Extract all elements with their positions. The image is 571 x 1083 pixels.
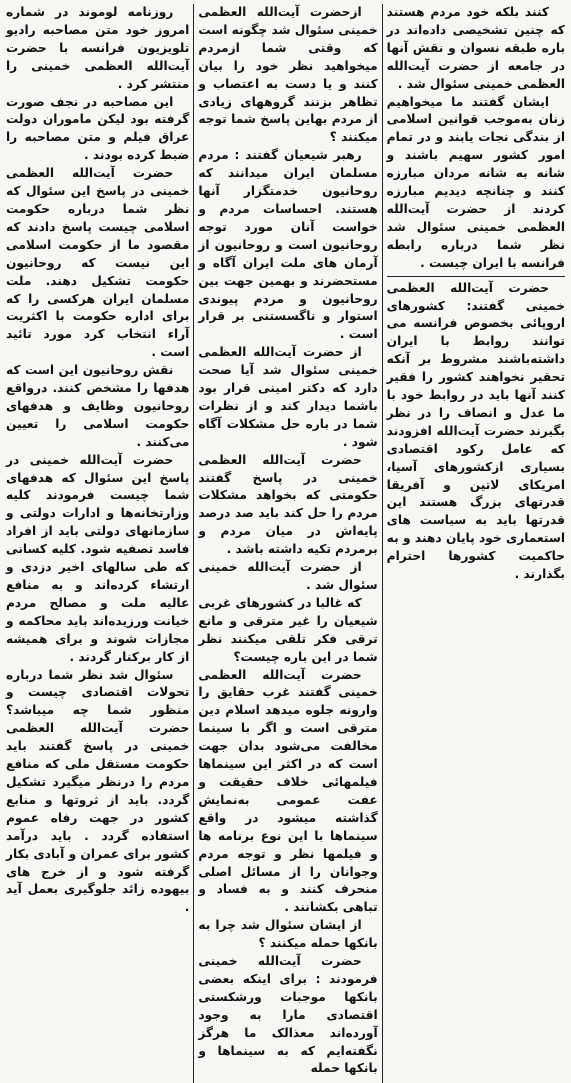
paragraph: رهبر شیعیان گفتند : مردم مسلمان ایران میدانند که روحانیون خدمتگزار آنها هستند. احساسات مردم و خواست آنان مورد توجه روحانیون است و روحانیون از آرمان های ملت ایران آگاه و مستحضرند و بهمین جهت بین روحانیون و مردم پیوندی استوار و ناگسستنی بر قرار است . (198, 148, 378, 342)
column-right (4, 4, 193, 1083)
paragraph: ازحضرت آیت‌الله العظمی خمینی سئوال شد چگونه است که وقتی شما ازمردم میخواهید نظر خود را بیان کنند و یا دست به اعتصاب و تظاهر بزنند گروههای زیادی از مردم بهاین پاسخ شما توجه میکنند ؟ (198, 5, 378, 145)
paragraph: روزنامه لوموند در شماره امروز خود متن مصاحبه رادیو تلویزیون فرانسه با حضرت آیت‌الله العظمی خمینی را منتشر کرد . (6, 5, 190, 91)
paragraph: سئوال شد نظر شما درباره تحولات اقتصادی چیست و منظور شما چه میباشد؟ حضرت آیت‌الله العظمی خمینی در پاسخ گفتند باید حکومت مستقل ملی که منافع مردم را درنظر میگیرد تشکیل گردد. باید از ثروتها و منابع کشور در جهت رفاه عموم استفاده گردد . باید درآمد کشور برای عمران و آبادی بکار گرفته شود و از خرج های بیهوده زائد جلوگیری بعمل آید . (6, 667, 190, 915)
paragraph: از حضرت آیت‌الله العظمی خمینی سئوال شد آیا صحت دارد که دکتر امینی قرار بود باشما دیدار کند و از نظرات شما در باره حل مشکلات آگاه شود . (198, 345, 378, 449)
paragraph: از ایشان سئوال شد چرا به بانکها حمله میکنند ؟ (198, 918, 378, 951)
paragraph: حضرت آیت‌الله العظمی خمینی در پاسخ گفتند حکومتی که بخواهد مشکلات مردم را حل کند باید صد درصد پایه‌اش در میان مردم و برمردم تکیه داشته باشد . (198, 452, 378, 557)
paragraph: کنند بلکه خود مردم هستند که چنین تشخیصی داده‌اند در باره طبقه نسوان و نقش آنها در جامعه از حضرت آیت‌الله العظمی خمینی سئوال شد . (386, 5, 566, 91)
horizontal-rule (387, 276, 565, 277)
paragraph: حضرت آیت‌الله خمینی فرمودند : برای اینکه بعضی بانکها موجبات ورشکستی اقتصادی مارا به وجود آورده‌اند معذالک ما هرگز نگفته‌ایم که به سینماها و بانکها حمله (198, 954, 378, 1076)
paragraph: حضرت آیت‌الله العظمی خمینی گفتند: کشورهای اروپائی بخصوص فرانسه می توانند روابط با ایران داشته‌باشند مشروط بر آنکه تحقیر نخواهند کشور را فقیر کنند آنها باید در روابط خود با ما عدل و انصاف را در نظر بگیرند حضرت آیت‌الله افزودند که عامل رکود اقتصادی بسیاری ازکشورهای آسیا، امریکای لاتین و آفریقا قدرتهای بزرگ هستند این قدرتها باید به سیاست های استعماری خود پایان دهند و به حاکمیت کشورها احترام بگذارند . (386, 280, 566, 582)
paragraph: این مصاحبه در نجف صورت گرفته بود لیکن ماموران دولت عراق فیلم و متن مصاحبه را ضبط کرده بودند . (6, 94, 190, 163)
paragraph: نقش روحانیون این است که هدفها را مشخص کنند. درواقع روحانیون وظایف و هدفهای حکومت اسلامی را تعیین می‌کنند . (6, 363, 190, 449)
paragraph: حضرت آیت‌الله العظمی خمینی در پاسخ این سئوال که نظر شما درباره حکومت اسلامی چیست پاسخ دادند که مقصود ما از حکومت اسلامی این نیست که روحانیون حکومت تشکیل دهند. ملت مسلمان ایران هرکسی را که برای اداره حکومت با اکثریت آراء انتخاب کرد مورد تائید است . (6, 166, 190, 360)
column-left (383, 4, 567, 1083)
column-divider (193, 4, 194, 1083)
paragraph: که غالبا در کشورهای غربی شیعیان را غیر مترقی و مانع ترقی فکر تلقی میکنند نظر شما در این باره چیست؟ (198, 595, 378, 664)
paragraph: حضرت آیت‌الله العظمی خمینی گفتند غرب حقایق را وارونه جلوه میدهد اسلام دین مترقی است و اگر با سینما مخالفت می‌شود بدان جهت است که در اکثر این سینماها فیلمهائی خلاف حقیقت و عفت عمومی به‌نمایش گذاشته میشود در واقع سینماها با این نوع برنامه ها و فیلمها نظر و توجه مردم وجوانان را از مسائل اصلی منحرف کنند و به فساد و تباهی بکشانند . (198, 667, 378, 915)
paragraph: از حضرت آیت‌الله خمینی سئوال شد . (198, 560, 378, 592)
column-divider (382, 4, 383, 1083)
paragraph: ایشان گفتند ما میخواهیم زنان به‌موجب قوانین اسلامی از بندگی نجات یابند و در تمام امور کشور سهیم باشند و شانه به شانه مردان مبارزه کنند و چنانچه دیدیم مبارزه کردند از حضرت آیت‌الله العظمی خمینی سئوال شد نظر شما درباره رابطه فرانسه با ایران چیست . (386, 94, 566, 270)
column-middle (194, 4, 381, 1083)
paragraph: حضرت آیت‌الله خمینی در پاسخ این سئوال که هدفهای شما چیست فرمودند کلیه وزارتخانه‌ها و ادارات دولتی و سازمانهای دولتی باید از افراد فاسد تصفیه شود. کلیه کسانی که طی سالهای اخیر دزدی و ارتشاء کرده‌اند و به منافع عالیه ملت و مصالح مردم خیانت ورزیده‌اند باید محاکمه و مجازات شوند و برای همیشه از کار برکنار گردند . (6, 452, 190, 664)
